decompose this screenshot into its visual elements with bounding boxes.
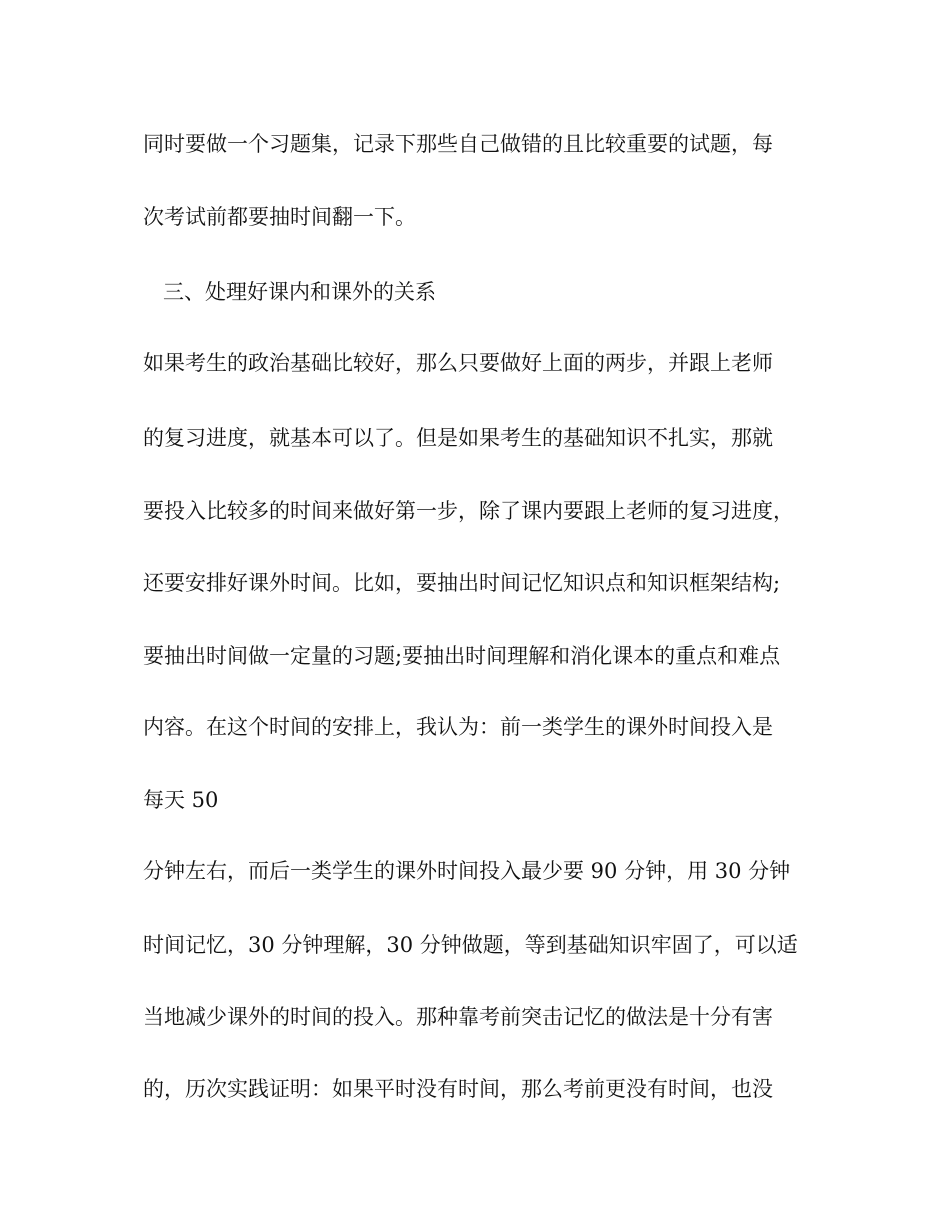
text-line-9: 内容。在这个时间的安排上，我认为：前一类学生的课外时间投入是 [143, 715, 773, 739]
text-line-4: 如果考生的政治基础比较好，那么只要做好上面的两步，并跟上老师 [143, 351, 773, 375]
text-line-7: 还要安排好课外时间。比如，要抽出时间记忆知识点和知识框架结构; [143, 571, 781, 595]
text-line-10: 每天 50 [143, 788, 219, 812]
section-heading: 三、处理好课内和课外的关系 [163, 280, 436, 304]
text-line-1: 同时要做一个习题集，记录下那些自己做错的且比较重要的试题，每 [143, 132, 773, 156]
text-line-6: 要投入比较多的时间来做好第一步，除了课内要跟上老师的复习进度， [143, 499, 794, 523]
text-line-12: 时间记忆，30 分钟理解，30 分钟做题，等到基础知识牢固了，可以适 [143, 933, 798, 957]
text-line-2: 次考试前都要抽时间翻一下。 [143, 205, 416, 229]
text-line-13: 当地减少课外的时间的投入。那种靠考前突击记忆的做法是十分有害 [143, 1005, 773, 1029]
text-line-14: 的，历次实践证明：如果平时没有时间，那么考前更没有时间，也没 [143, 1077, 773, 1101]
text-line-11: 分钟左右，而后一类学生的课外时间投入最少要 90 分钟，用 30 分钟 [143, 859, 791, 883]
text-line-8: 要抽出时间做一定量的习题;要抽出时间理解和消化课本的重点和难点 [143, 644, 781, 668]
text-line-5: 的复习进度，就基本可以了。但是如果考生的基础知识不扎实，那就 [143, 426, 773, 450]
